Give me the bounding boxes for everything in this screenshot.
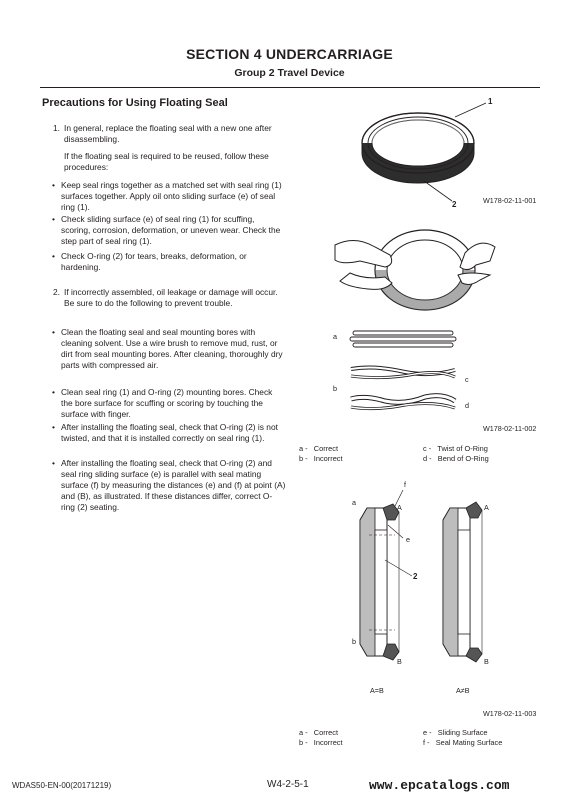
step-1 bbox=[53, 123, 283, 145]
bullet-mark: • bbox=[52, 327, 55, 337]
legend-key: c - bbox=[423, 444, 432, 453]
bullet-text: Check sliding surface (e) of seal ring (1) for scuffing, scoring, corrosion, deformation, or uneven wear. Check the step part of seal ring (1). bbox=[61, 214, 281, 246]
legend-key: b - bbox=[299, 738, 308, 747]
bullet-text: Clean seal ring (1) and O-ring (2) mounting bores. Check the bore surface for scuffing or scoring by touching the surface with finger. bbox=[61, 387, 273, 419]
legend-text: Twist of O-Ring bbox=[437, 444, 488, 453]
bullet-text: Check O-ring (2) for tears, breaks, deformation, or hardening. bbox=[61, 251, 247, 272]
figure-3-label-e: e bbox=[406, 535, 410, 544]
figure-3-caption-right: A≠B bbox=[456, 686, 470, 695]
figure-3-label-b: b bbox=[352, 637, 356, 646]
step-2-bullet bbox=[52, 422, 286, 444]
bullet-mark: • bbox=[52, 180, 55, 190]
legend-key: e - bbox=[423, 728, 432, 737]
legend-key: b - bbox=[299, 454, 308, 463]
figure-3-code: W178-02-11-003 bbox=[483, 709, 537, 718]
document-code: WDAS50-EN-00(20171219) bbox=[12, 781, 112, 790]
step-1-number: 1. bbox=[53, 123, 60, 133]
figure-3-legend-f bbox=[423, 738, 502, 747]
figure-3-label-f: f bbox=[404, 480, 406, 489]
figure-1-label-1: 1 bbox=[488, 97, 493, 106]
legend-key: a - bbox=[299, 444, 308, 453]
legend-text: Sliding Surface bbox=[437, 728, 488, 737]
bullet-mark: • bbox=[52, 458, 55, 468]
step-2-bullet bbox=[52, 327, 286, 371]
bullet-text: After installing the floating seal, check that O-ring (2) is not twisted, and that it is installed correctly on seal ring (1). bbox=[61, 422, 278, 443]
bullet-text: Clean the floating seal and seal mounting bores with cleaning solvent. Use a wire brush to remove mud, rust, or dirt from seal mounting bores. After cleaning, thoroughly dry parts with compressed air. bbox=[61, 327, 283, 370]
section-title: SECTION 4 UNDERCARRIAGE bbox=[186, 46, 393, 62]
figure-2-legend-a bbox=[299, 444, 338, 453]
figure-2-label-c: c bbox=[465, 375, 469, 384]
figure-1-code: W178-02-11-001 bbox=[483, 196, 537, 205]
figure-3-legend-e bbox=[423, 728, 488, 737]
legend-text: Bend of O-Ring bbox=[437, 454, 489, 463]
figure-3-label-B-left: B bbox=[397, 657, 402, 666]
seal-cross-section-illustration bbox=[355, 490, 495, 675]
title-rule bbox=[40, 87, 540, 88]
figure-3-label-B-right: B bbox=[484, 657, 489, 666]
legend-text: Correct bbox=[313, 728, 339, 737]
step-1-bullet bbox=[52, 180, 286, 213]
figure-2-label-a: a bbox=[333, 332, 337, 341]
figure-2-legend-c bbox=[423, 444, 488, 453]
floating-seal-illustration bbox=[350, 95, 540, 210]
step-1-bullet bbox=[52, 251, 286, 273]
step-2-number: 2. bbox=[53, 287, 60, 297]
legend-text: Seal Mating Surface bbox=[435, 738, 503, 747]
hands-inspecting-seal-illustration bbox=[330, 225, 500, 315]
legend-text: Incorrect bbox=[313, 454, 343, 463]
figure-1-label-2: 2 bbox=[452, 200, 457, 209]
step-1-text: In general, replace the floating seal with a new one after disassembling. bbox=[64, 123, 272, 144]
bullet-mark: • bbox=[52, 251, 55, 261]
precautions-heading: Precautions for Using Floating Seal bbox=[42, 97, 228, 109]
figure-2-code: W178-02-11-002 bbox=[483, 424, 537, 433]
bullet-mark: • bbox=[52, 214, 55, 224]
figure-3-caption-left: A=B bbox=[370, 686, 384, 695]
figure-3-legend-b bbox=[299, 738, 343, 747]
legend-text: Incorrect bbox=[313, 738, 343, 747]
figure-2-label-d: d bbox=[465, 401, 469, 410]
bullet-text: Keep seal rings together as a matched set with seal ring (1) surfaces together. Apply oil onto sliding surface (e) of seal ring (1). bbox=[61, 180, 282, 212]
step-2 bbox=[53, 287, 283, 309]
figure-2-legend-b bbox=[299, 454, 343, 463]
step-2-bullet bbox=[52, 387, 286, 420]
legend-key: d - bbox=[423, 454, 432, 463]
group-title: Group 2 Travel Device bbox=[234, 67, 345, 79]
figure-2-label-b: b bbox=[333, 384, 337, 393]
figure-3-label-a: a bbox=[352, 498, 356, 507]
figure-3-label-A-left: A bbox=[397, 503, 402, 512]
website-watermark: www.epcatalogs.com bbox=[369, 778, 510, 793]
legend-key: f - bbox=[423, 738, 430, 747]
step-1-subtext: If the floating seal is required to be reused, follow these procedures: bbox=[64, 151, 269, 172]
figure-2-legend-d bbox=[423, 454, 489, 463]
legend-key: a - bbox=[299, 728, 308, 737]
o-ring-profiles-illustration bbox=[345, 325, 465, 415]
bullet-mark: • bbox=[52, 422, 55, 432]
figure-3-label-2: 2 bbox=[413, 572, 418, 581]
step-2-bullet bbox=[52, 458, 286, 513]
step-1-bullet bbox=[52, 214, 286, 247]
figure-3-label-A-right: A bbox=[484, 503, 489, 512]
page-number: W4-2-5-1 bbox=[267, 779, 309, 790]
bullet-mark: • bbox=[52, 387, 55, 397]
bullet-text: After installing the floating seal, check that O-ring (2) and seal ring sliding surface (e) is parallel with seal mating surface (f) by measuring the distances (e) and (f) at point (A) and (B), as illustrated. If these distances differ, correct O-ring (2) seating. bbox=[61, 458, 286, 512]
figure-3-legend-a bbox=[299, 728, 338, 737]
legend-text: Correct bbox=[313, 444, 339, 453]
step-2-text: If incorrectly assembled, oil leakage or damage will occur. Be sure to do the following to prevent trouble. bbox=[64, 287, 278, 308]
